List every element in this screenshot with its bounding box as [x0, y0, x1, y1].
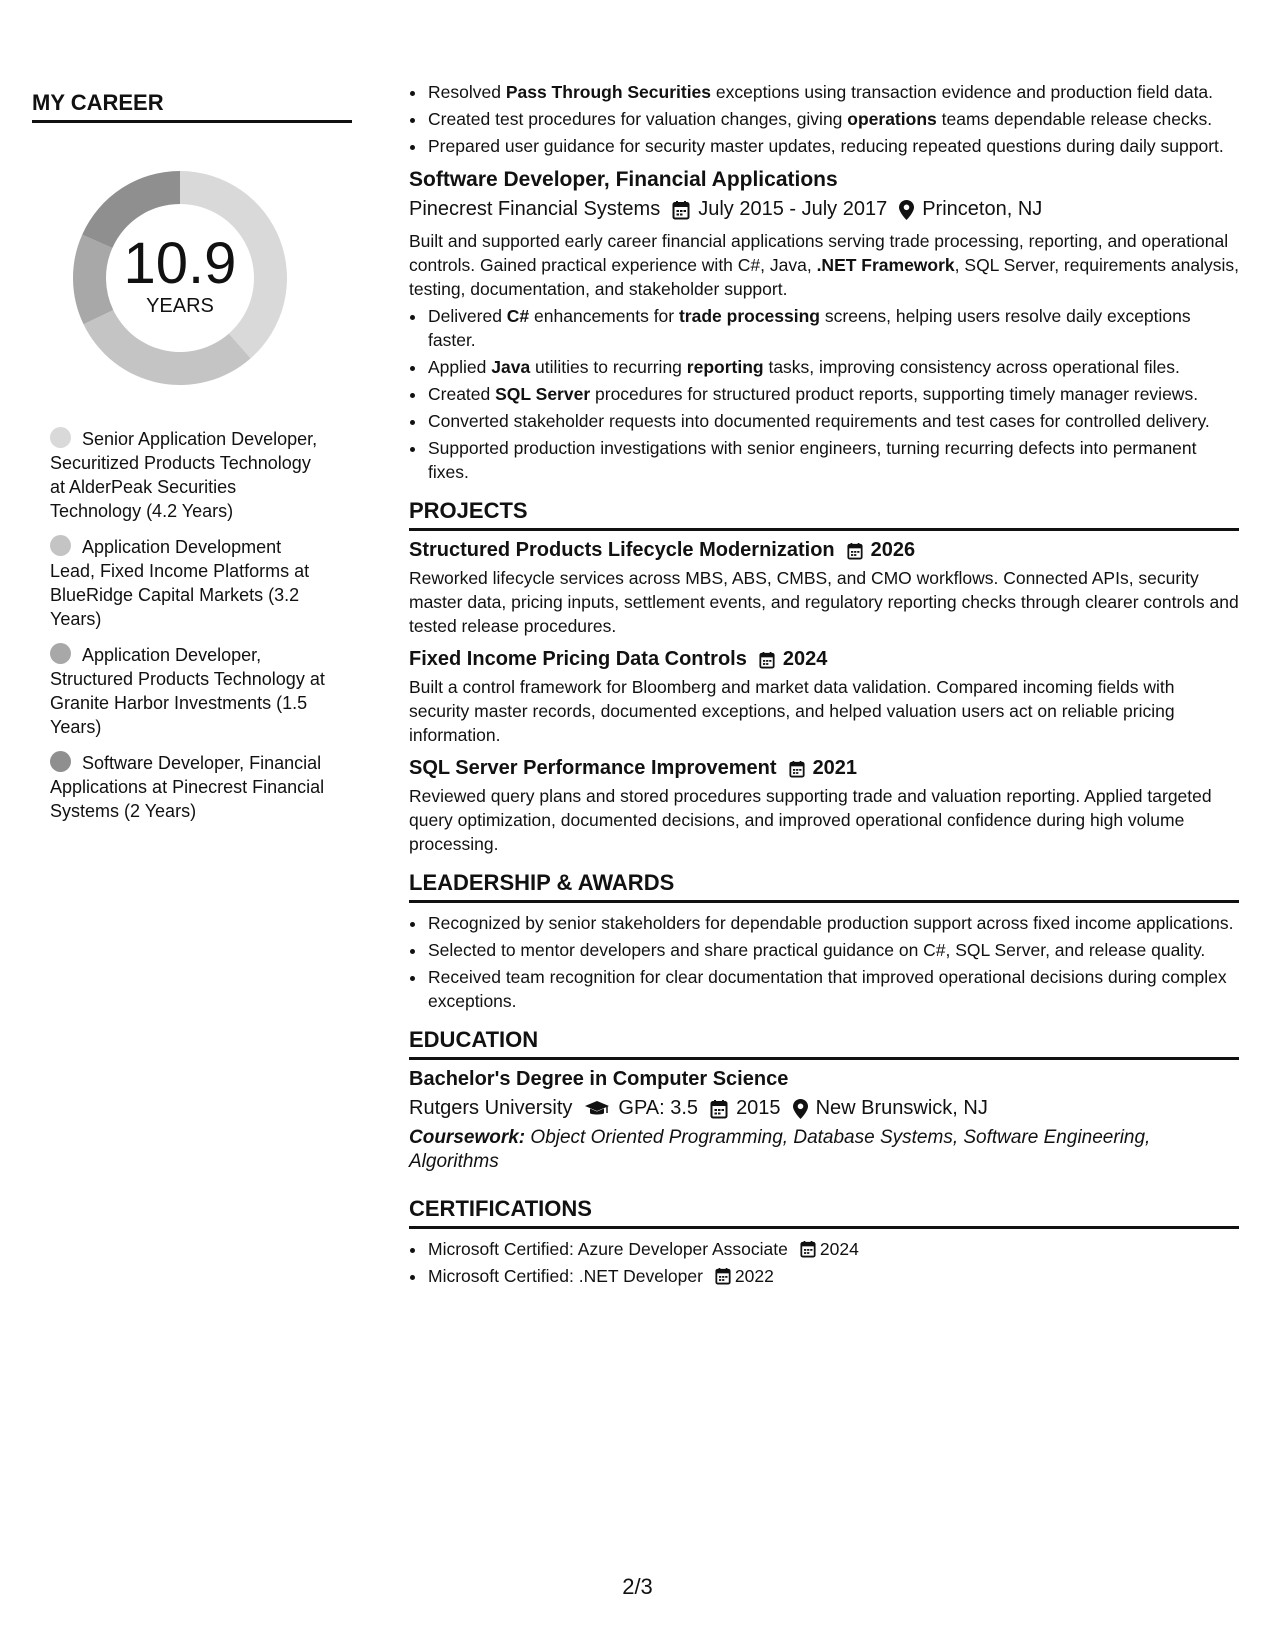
calendar-icon	[847, 542, 863, 560]
certification-name: • Microsoft Certified: .NET Developer	[428, 1266, 703, 1286]
location-pin-icon	[899, 200, 914, 220]
project-item	[409, 539, 1239, 638]
legend-dot	[50, 535, 71, 556]
job-location: Princeton, NJ	[922, 198, 1043, 220]
certification-item	[427, 1237, 1239, 1261]
bullet-text: exceptions using transaction evidence and production field data.	[711, 82, 1214, 102]
project-item	[409, 648, 1239, 747]
bullet-text: Created	[428, 384, 496, 404]
career-donut-chart	[65, 163, 295, 393]
legend-text: Senior Application Developer, Securitized Products Technology at AlderPeak Securities Technology (4.2 Years)	[50, 429, 318, 521]
main-content	[409, 80, 1239, 1291]
legend-text: Application Development Lead, Fixed Income Platforms at BlueRidge Capital Markets (3.2 Years)	[50, 537, 310, 629]
project-year: 2026	[870, 539, 916, 561]
page-number: 2/3	[622, 1574, 653, 1599]
certification-row	[428, 1264, 1239, 1288]
career-sidebar	[32, 90, 352, 835]
career-legend	[50, 427, 325, 823]
project-description: Reviewed query plans and stored procedures supporting trade and valuation reporting. Applied targeted query optimization, documented decisions, and improved operational confidence during high volume processing.	[409, 786, 1212, 854]
calendar-icon	[800, 1240, 816, 1258]
calendar-icon	[710, 1099, 728, 1119]
bullet-item	[427, 409, 1239, 433]
job-dates: July 2015 - July 2017	[698, 198, 888, 220]
bullet-item	[427, 107, 1239, 131]
certification-name: • Microsoft Certified: Azure Developer Associate	[428, 1239, 788, 1259]
project-title: SQL Server Performance Improvement	[409, 757, 777, 779]
legend-dot	[50, 643, 71, 664]
bullet-item	[427, 134, 1239, 158]
bullet-text: enhancements for	[529, 306, 679, 326]
bullet-text: Applied	[428, 357, 492, 377]
calendar-icon	[789, 760, 805, 778]
legend-text: Application Developer, Structured Products Technology at Granite Harbor Investments (1.5 Years)	[50, 645, 325, 737]
bullet-text: Converted stakeholder requests into documented requirements and test cases for controlled delivery.	[428, 411, 1210, 431]
bullet-text: utilities to recurring	[530, 357, 687, 377]
bullet-item	[427, 355, 1239, 379]
calendar-icon	[759, 651, 775, 669]
education-coursework: Coursework: Object Oriented Programming, Database Systems, Software Engineering, Algorithms	[409, 1127, 1151, 1172]
project-year: 2024	[782, 648, 828, 670]
bullet-item	[427, 80, 1239, 104]
job-company: Pinecrest Financial Systems	[409, 198, 661, 220]
job-title: Software Developer, Financial Applications	[409, 168, 838, 191]
education-gpa: GPA: 3.5	[618, 1097, 699, 1119]
bullet-text: Created test procedures for valuation changes, giving	[428, 109, 848, 129]
graduation-cap-icon	[584, 1100, 610, 1118]
bullet-text: teams dependable release checks.	[936, 109, 1213, 129]
certification-item	[427, 1264, 1239, 1288]
education-location: New Brunswick, NJ	[815, 1097, 988, 1119]
legend-item	[50, 535, 325, 631]
calendar-icon	[715, 1267, 731, 1285]
bullet-text: screens, helping users resolve daily exceptions faster.	[428, 306, 1191, 350]
total-years-label: YEARS	[146, 295, 214, 317]
job-summary: Built and supported early career financial applications serving trade processing, reporting, and operational controls. Gained practical experience with C#, Java, .NET Framework, SQL Server, requirements analysis, testing, documentation, and stakeholder support.	[409, 231, 1240, 299]
bullet-text: Supported production investigations with senior engineers, turning recurring defects into permanent fixes.	[428, 438, 1197, 482]
bullet-keyword: trade processing	[678, 306, 821, 326]
legend-dot	[50, 427, 71, 448]
project-header	[409, 757, 1239, 780]
leadership-item: • Received team recognition for clear documentation that improved operational decisions during complex exceptions.	[427, 965, 1239, 1013]
bullet-text: Resolved	[428, 82, 506, 102]
previous-job-bullets	[409, 80, 1239, 158]
certification-year: 2024	[819, 1239, 859, 1259]
legend-dot	[50, 751, 71, 772]
bullet-text: tasks, improving consistency across operational files.	[763, 357, 1180, 377]
education-heading: EDUCATION	[409, 1027, 1239, 1060]
legend-item	[50, 751, 325, 823]
calendar-icon	[672, 200, 690, 220]
project-year: 2021	[812, 757, 858, 779]
certifications-heading: CERTIFICATIONS	[409, 1196, 1239, 1229]
bullet-keyword: Pass Through Securities	[505, 82, 712, 102]
project-header	[409, 648, 1239, 671]
job-bullets	[409, 304, 1239, 484]
project-title: Fixed Income Pricing Data Controls	[409, 648, 747, 670]
leadership-heading: LEADERSHIP & AWARDS	[409, 870, 1239, 903]
certification-year: 2022	[734, 1266, 774, 1286]
total-years-value: 10.9	[123, 231, 237, 296]
bullet-keyword: operations	[847, 109, 937, 129]
certification-row	[428, 1237, 1239, 1261]
bullet-item	[427, 382, 1239, 406]
project-description: Reworked lifecycle services across MBS, ABS, CMBS, and CMO workflows. Connected APIs, security master data, pricing inputs, settlement events, and regulatory reporting checks through clearer controls and tested release procedures.	[409, 568, 1239, 636]
career-heading: MY CAREER	[32, 90, 352, 123]
bullet-text: Prepared user guidance for security master updates, reducing repeated questions during daily support.	[428, 136, 1224, 156]
legend-item	[50, 643, 325, 739]
bullet-item	[427, 304, 1239, 352]
projects-heading: PROJECTS	[409, 498, 1239, 531]
education-school: Rutgers University	[409, 1097, 573, 1119]
location-pin-icon	[793, 1099, 808, 1119]
education-year: 2015	[736, 1097, 781, 1119]
bullet-text: procedures for structured product reports, supporting timely manager reviews.	[590, 384, 1199, 404]
legend-item	[50, 427, 325, 523]
project-description: Built a control framework for Bloomberg and market data validation. Compared incoming fields with security master records, documented exceptions, and helped valuation users act on reliable pricing information.	[409, 677, 1175, 745]
leadership-list	[409, 911, 1239, 1013]
projects-list	[409, 539, 1239, 856]
legend-text: Software Developer, Financial Applications at Pinecrest Financial Systems (2 Years)	[50, 753, 325, 821]
leadership-item: • Recognized by senior stakeholders for dependable production support across fixed income applications.	[427, 911, 1239, 935]
education-degree: Bachelor's Degree in Computer Science	[409, 1068, 789, 1090]
bullet-keyword: Java	[491, 357, 531, 377]
bullet-item	[427, 436, 1239, 484]
project-title: Structured Products Lifecycle Modernization	[409, 539, 835, 561]
project-item	[409, 757, 1239, 856]
bullet-text: Delivered	[428, 306, 507, 326]
bullet-keyword: reporting	[686, 357, 764, 377]
leadership-item: • Selected to mentor developers and share practical guidance on C#, SQL Server, and release quality.	[427, 938, 1239, 962]
project-header	[409, 539, 1239, 562]
job-meta	[409, 198, 1239, 221]
bullet-keyword: SQL Server	[495, 384, 591, 404]
education-meta	[409, 1097, 1239, 1120]
bullet-keyword: C#	[506, 306, 530, 326]
certifications-list	[409, 1237, 1239, 1288]
